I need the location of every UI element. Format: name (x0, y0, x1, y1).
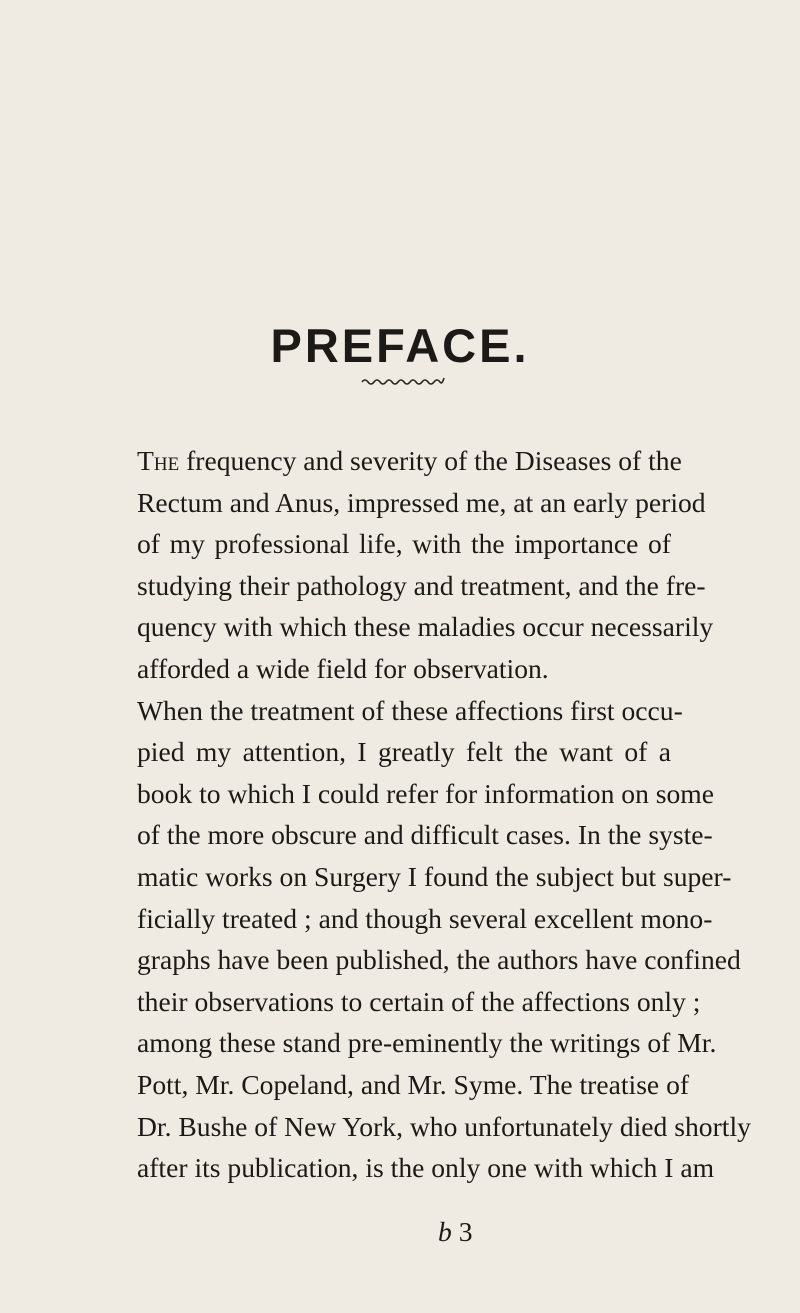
text-line-18: after its publication, is the only one with which I am (137, 1152, 715, 1184)
text-line-14: their observations to certain of the affections only ; (137, 985, 701, 1017)
text-line-9: book to which I could refer for information on some (137, 777, 715, 809)
preface-body (137, 440, 751, 1189)
text-line-12: ficially treated ; and though several excellent mono- (137, 902, 713, 934)
lead-word: The (137, 445, 180, 476)
text-line-13: graphs have been published, the authors have confined (137, 944, 741, 976)
text-line-1 (137, 440, 682, 482)
text-line-5: quency with which these maladies occur necessarily (137, 611, 714, 643)
signature-letter: b (438, 1216, 452, 1247)
text-line-16: Pott, Mr. Copeland, and Mr. Syme. The treatise of (137, 1068, 690, 1100)
text-line-10: of the more obscure and difficult cases. In the syste- (137, 819, 713, 851)
text-line-2: Rectum and Anus, impressed me, at an early period (137, 486, 706, 518)
text-line-3: of my professional life, with the importance of (137, 528, 671, 560)
signature-mark (438, 1218, 473, 1246)
text-line-8: pied my attention, I greatly felt the want of a (137, 736, 671, 768)
text-line-17: Dr. Bushe of New York, who unfortunately died shortly (137, 1110, 751, 1142)
text-line-15: among these stand pre-eminently the writings of Mr. (137, 1027, 717, 1059)
signature-number: 3 (458, 1216, 473, 1247)
text-line-6: afforded a wide field for observation. (137, 652, 549, 684)
paragraph-1 (137, 440, 714, 690)
text-line-4: studying their pathology and treatment, and the fre- (137, 569, 706, 601)
page-title: PREFACE. (270, 319, 530, 372)
text-line-7: When the treatment of these affections first occu- (137, 694, 683, 726)
line-text: frequency and severity of the Diseases of the (179, 445, 682, 476)
text-line-11: matic works on Surgery I found the subject but super- (137, 860, 732, 892)
decorative-rule-ornament (360, 370, 460, 390)
paragraph-2 (137, 690, 751, 1189)
